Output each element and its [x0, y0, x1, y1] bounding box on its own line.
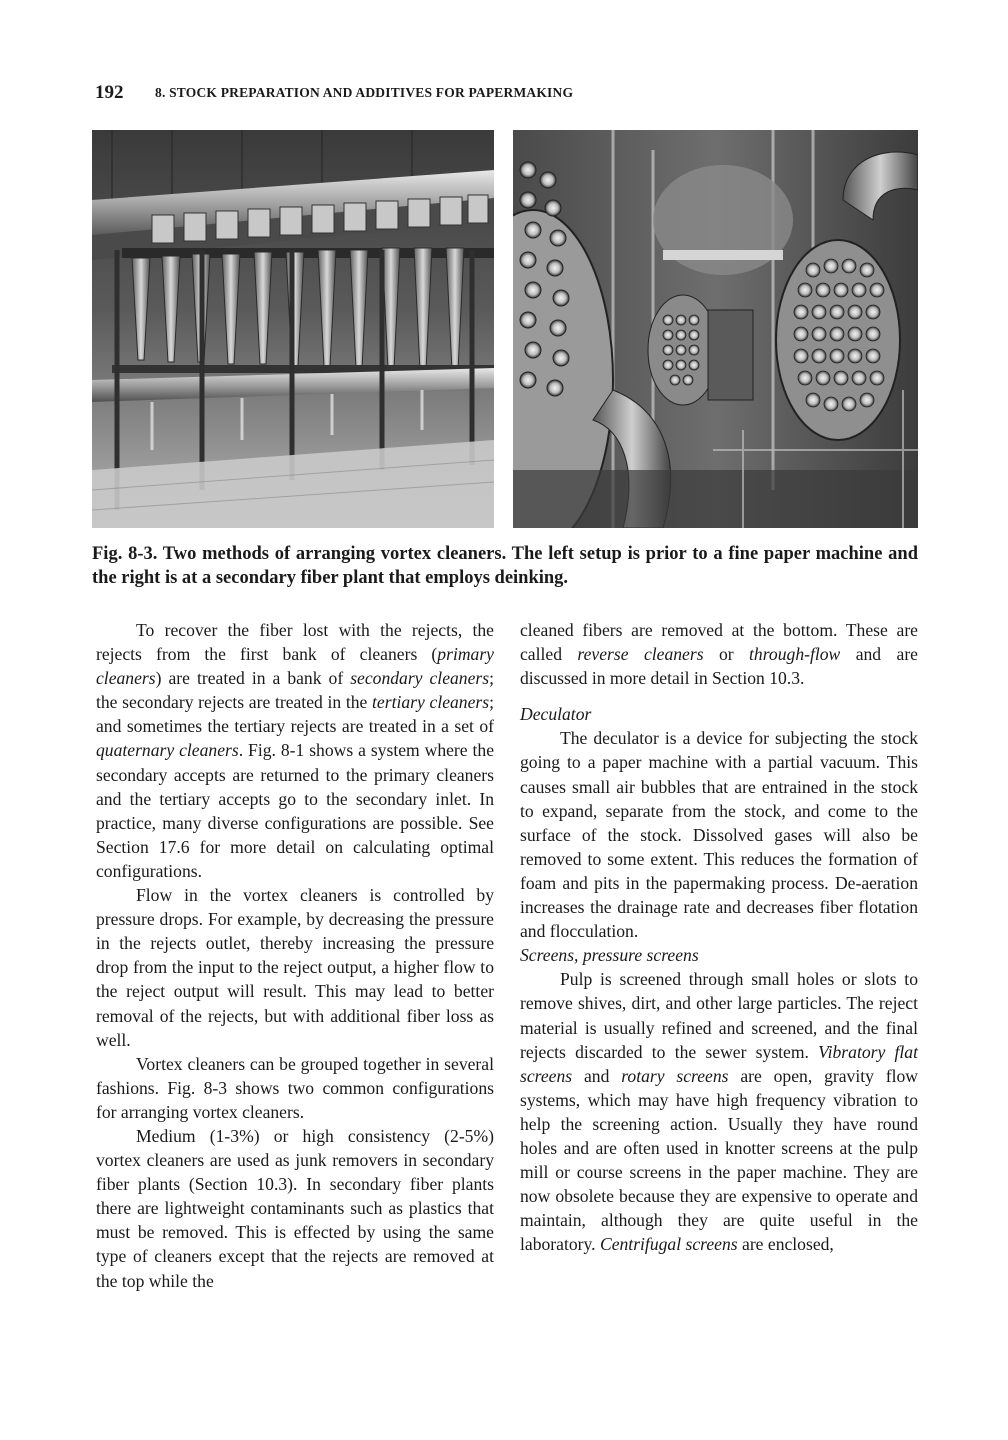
paragraph: Pulp is screened through small holes or slots to remove shives, dirt, and other large particles. The reject material is usually refined and screened, and the final rejects discarded to the sewer system. Vibratory flat screens and rotary screens are open, gravity flow systems, which may have high frequency vibration to help the screening action. Usually they have round holes and are often used in knotter screens at the pulp mill or course screens in the paper machine. They are now obsolete because they are expensive to operate and maintain, although they are quite useful in the laboratory. Centrifugal screens are enclosed, [520, 969, 918, 1255]
paragraph: The deculator is a device for subjecting the stock going to a paper machine with a partial vacuum. This causes small air bubbles that are entrained in the stock to expand, separate from the stock, and come to the surface of the stock. Dissolved gases will also be removed to some extent. This reduces the formation of foam and pits in the papermaking process. De-aeration increases the drainage rate and decreases fiber flotation and flocculation. [520, 728, 918, 942]
section-heading-screens: Screens, pressure screens [520, 945, 699, 966]
page-number: 192 [95, 82, 124, 103]
paragraph: Medium (1-3%) or high consistency (2-5%) vortex cleaners are used as junk removers in secondary fiber plants (Section 10.3). In secondary fiber plants there are lightweight contaminants such as plastics that must be removed. This is effected by using the same type of cleaners except that the rejects are removed at the top while the [96, 1125, 494, 1291]
running-title: 8. STOCK PREPARATION AND ADDITIVES FOR PAPERMAKING [155, 85, 574, 100]
running-header [95, 82, 915, 106]
figure-photo-right [513, 130, 918, 528]
section-heading-deculator: Deculator [520, 704, 592, 725]
paragraph: Flow in the vortex cleaners is controlled by pressure drops. For example, by decreasing the pressure in the rejects outlet, thereby increasing the pressure drop from the input to the reject output, a higher flow to the reject output will result. This may lead to better removal of the rejects, but with additional fiber loss as well. [96, 885, 494, 1050]
figure-caption: Fig. 8-3. Two methods of arranging vortex cleaners. The left setup is prior to a fine paper machine and the right is at a secondary fiber plant that employs deinking. [92, 544, 918, 588]
figure-photo-left [92, 130, 494, 528]
paragraph: To recover the fiber lost with the rejects, the rejects from the first bank of cleaners (primary cleaners) are treated in a bank of secondary cleaners; the secondary rejects are treated in the tertiary cleaners; and sometimes the tertiary rejects are treated in a set of quaternary cleaners. Fig. 8-1 shows a system where the secondary accepts are returned to the primary cleaners and the tertiary accepts go to the secondary inlet. In practice, many diverse configurations are possible. See Section 17.6 for more detail on calculating optimal configurations. [96, 620, 495, 881]
vortex-cleaner-canister-photo [513, 130, 918, 528]
paragraph: Vortex cleaners can be grouped together in several fashions. Fig. 8-3 shows two common configurations for arranging vortex cleaners. [96, 1053, 494, 1122]
right-text-column [520, 618, 918, 1256]
left-text-column [96, 618, 494, 1293]
paragraph: cleaned fibers are removed at the bottom. These are called reverse cleaners or through-flow and are discussed in more detail in Section 10.3. [520, 620, 918, 689]
vortex-cleaner-bank-photo [92, 130, 494, 528]
